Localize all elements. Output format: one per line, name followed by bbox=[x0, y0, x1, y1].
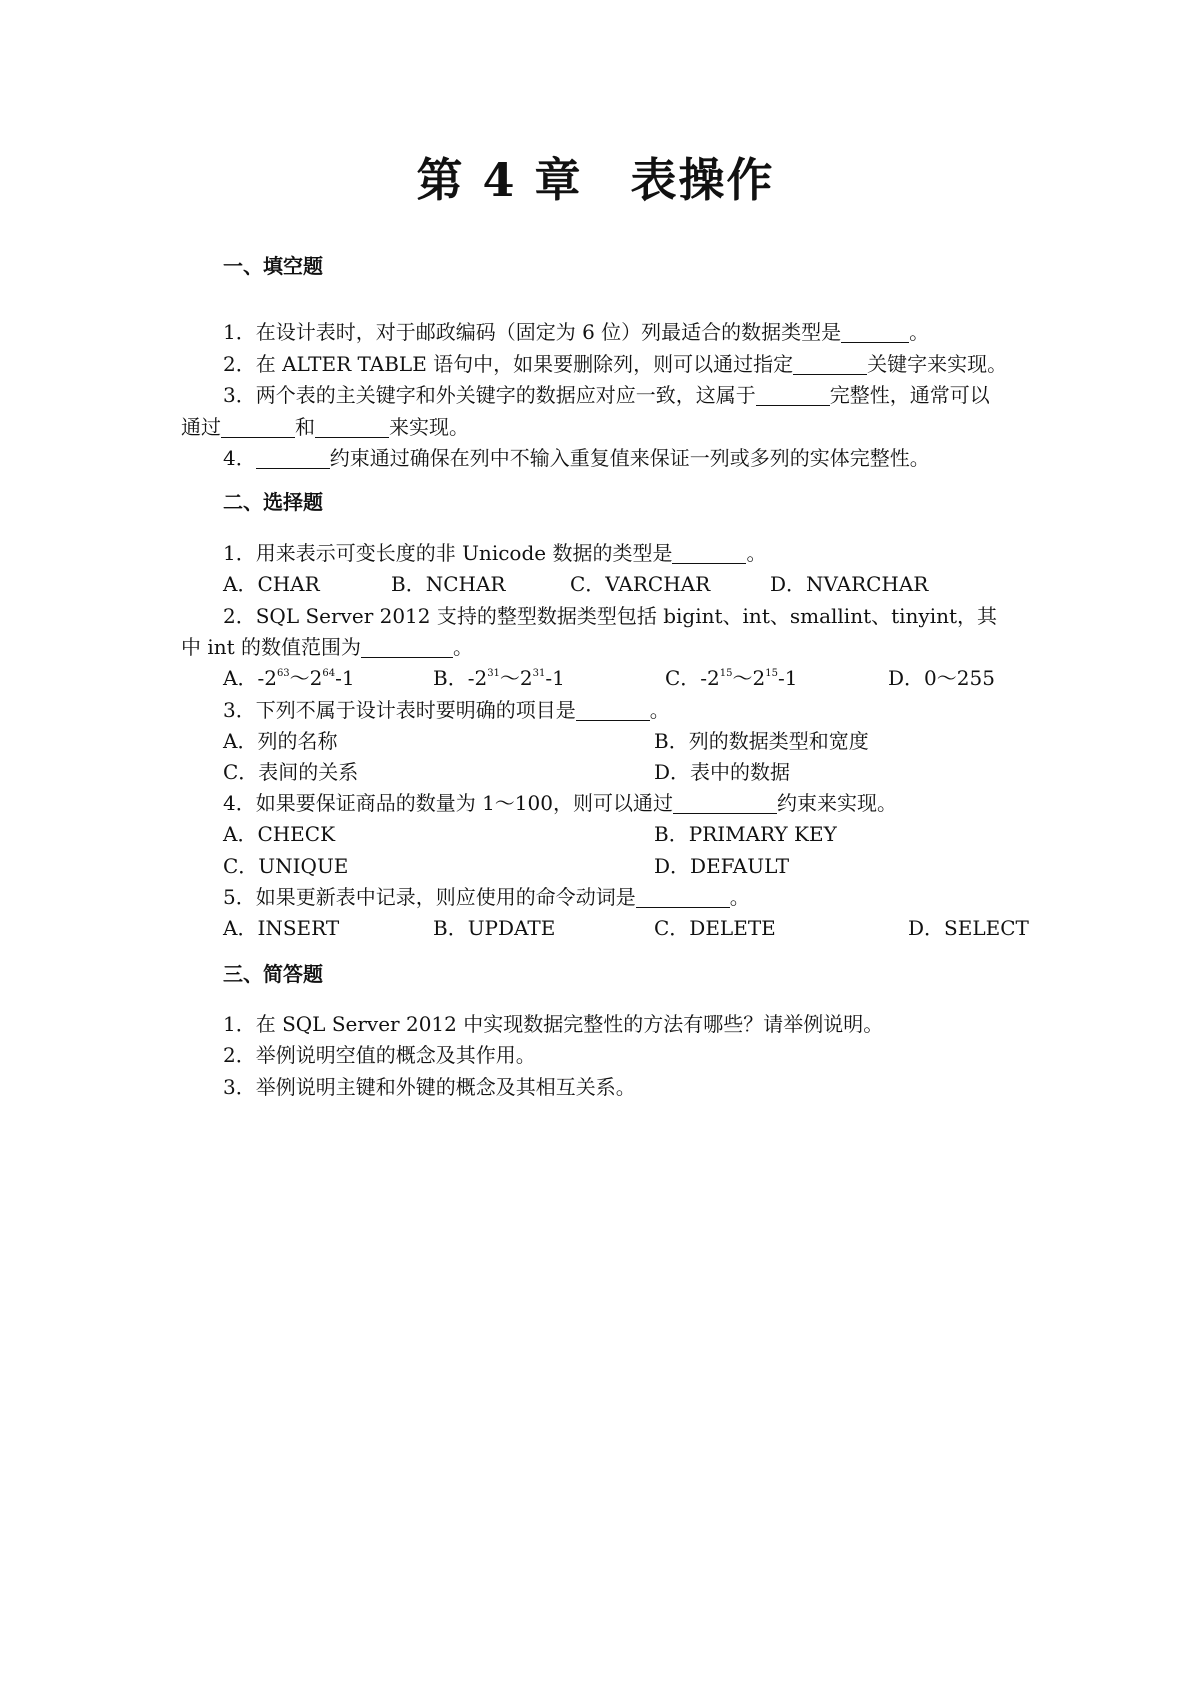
fill-question-4: 4． 约束通过确保在列中不输入重复值来保证一列或多列的实体完整性。 bbox=[223, 446, 930, 470]
choice-1-option-b: B．NCHAR bbox=[391, 572, 506, 596]
short-question-3: 3．举例说明主键和外键的概念及其相互关系。 bbox=[223, 1075, 636, 1099]
choice-1-option-d: D．NVARCHAR bbox=[770, 572, 929, 596]
choice-4-option-b: B．PRIMARY KEY bbox=[654, 822, 837, 846]
short-question-2: 2．举例说明空值的概念及其作用。 bbox=[223, 1043, 536, 1067]
choice-question-2: 2．SQL Server 2012 支持的整型数据类型包括 bigint、int、smallint、tinyint，其 bbox=[223, 604, 998, 628]
fill-question-3-cont: 通过 和 来实现。 bbox=[181, 415, 469, 439]
choice-question-3: 3．下列不属于设计表时要明确的项目是 。 bbox=[223, 698, 670, 722]
section-heading-fill: 一、填空题 bbox=[223, 254, 323, 278]
chapter-title: 第 4 章 表操作 bbox=[416, 153, 775, 207]
choice-2-option-c: C．$-2^{15}\sim 2^{15}-1$ bbox=[665, 666, 798, 690]
choice-1-option-a: A．CHAR bbox=[223, 572, 320, 596]
choice-5-option-c: C．DELETE bbox=[654, 916, 776, 940]
fill-question-1: 1．在设计表时，对于邮政编码（固定为 6 位）列最适合的数据类型是 。 bbox=[223, 320, 930, 344]
choice-4-option-d: D．DEFAULT bbox=[654, 854, 790, 878]
choice-3-option-a: A．列的名称 bbox=[223, 729, 338, 753]
choice-2-option-b: B．$-2^{31}\sim 2^{31}-1$ bbox=[433, 666, 565, 690]
choice-3-option-d: D．表中的数据 bbox=[654, 760, 791, 784]
fill-question-2: 2．在 ALTER TABLE 语句中，如果要删除列，则可以通过指定 关键字来实现。 bbox=[223, 352, 1008, 376]
choice-3-option-c: C．表间的关系 bbox=[223, 760, 359, 784]
choice-question-1: 1．用来表示可变长度的非 Unicode 数据的类型是 。 bbox=[223, 541, 767, 565]
choice-4-option-a: A．CHECK bbox=[223, 822, 336, 846]
choice-3-option-b: B．列的数据类型和宽度 bbox=[654, 729, 869, 753]
section-heading-short: 三、简答题 bbox=[223, 962, 323, 986]
choice-question-5: 5．如果更新表中记录，则应使用的命令动词是 。 bbox=[223, 885, 750, 909]
choice-2-option-a: A．$-2^{63}\sim 2^{64}-1$ bbox=[223, 666, 355, 690]
section-heading-choice: 二、选择题 bbox=[223, 490, 323, 514]
choice-5-option-a: A．INSERT bbox=[223, 916, 340, 940]
fill-question-3: 3．两个表的主关键字和外关键字的数据应对应一致，这属于 完整性，通常可以 bbox=[223, 383, 990, 407]
choice-4-option-c: C．UNIQUE bbox=[223, 854, 349, 878]
choice-question-2-cont: 中 int 的数值范围为 。 bbox=[181, 635, 474, 659]
choice-question-4: 4．如果要保证商品的数量为 1～100，则可以通过 约束来实现。 bbox=[223, 791, 897, 815]
choice-1-option-c: C．VARCHAR bbox=[570, 572, 711, 596]
choice-2-option-d: D．0～255 bbox=[888, 666, 995, 690]
short-question-1: 1．在 SQL Server 2012 中实现数据完整性的方法有哪些？请举例说明。 bbox=[223, 1012, 884, 1036]
choice-5-option-d: D．SELECT bbox=[908, 916, 1029, 940]
choice-5-option-b: B．UPDATE bbox=[433, 916, 556, 940]
